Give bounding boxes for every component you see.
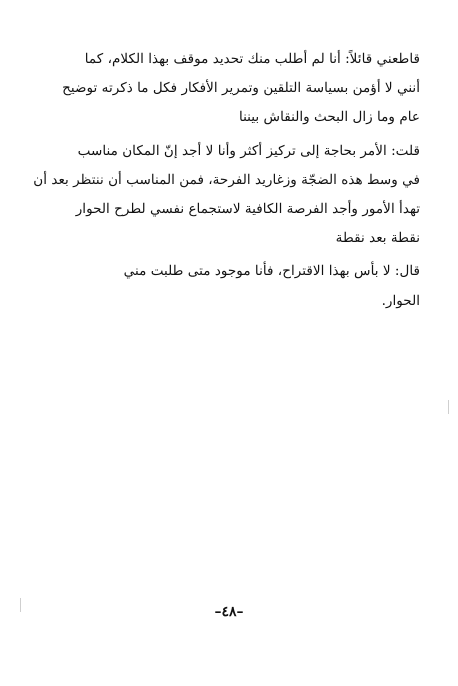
body-text <box>30 45 420 316</box>
paragraph-1-line-3: عام وما زال البحث والنقاش بيننا <box>238 109 420 126</box>
paragraph-1-line-2: أنني لا أؤمن بسياسة التلقين وتمرير الأفكار فكل ما ذكرته توضيح <box>62 80 420 97</box>
scan-edge-mark <box>448 400 449 414</box>
paragraph-2-line-3: تهدأ الأمور وأجد الفرصة الكافية لاستجماع نفسي لطرح الحوار <box>75 201 420 218</box>
paragraph-3-line-1: قال: لا بأس بهذا الاقتراح، فأنا موجود متى طلبت مني <box>123 263 420 280</box>
paragraph-2-line-4: نقطة بعد نقطة <box>335 230 420 247</box>
paragraph-2 <box>30 137 420 254</box>
paragraph-2-line-1: قلت: الأمر بحاجة إلى تركيز أكثر وأنا لا أجد إنّ المكان مناسب <box>77 142 420 159</box>
paragraph-2-line-2: في وسط هذه الضجّة وزغاريد الفرحة، فمن المناسب أن ننتظر بعد أن <box>33 171 420 188</box>
paragraph-1 <box>30 45 420 133</box>
paragraph-3-line-2: الحوار. <box>381 292 420 309</box>
page-number: –٤٨– <box>214 604 244 620</box>
paragraph-3 <box>30 257 420 315</box>
scan-edge-mark <box>20 598 21 612</box>
paragraph-1-line-1: قاطعني قائلاً: أنا لم أطلب منك تحديد موقف بهذا الكلام، كما <box>84 51 420 67</box>
